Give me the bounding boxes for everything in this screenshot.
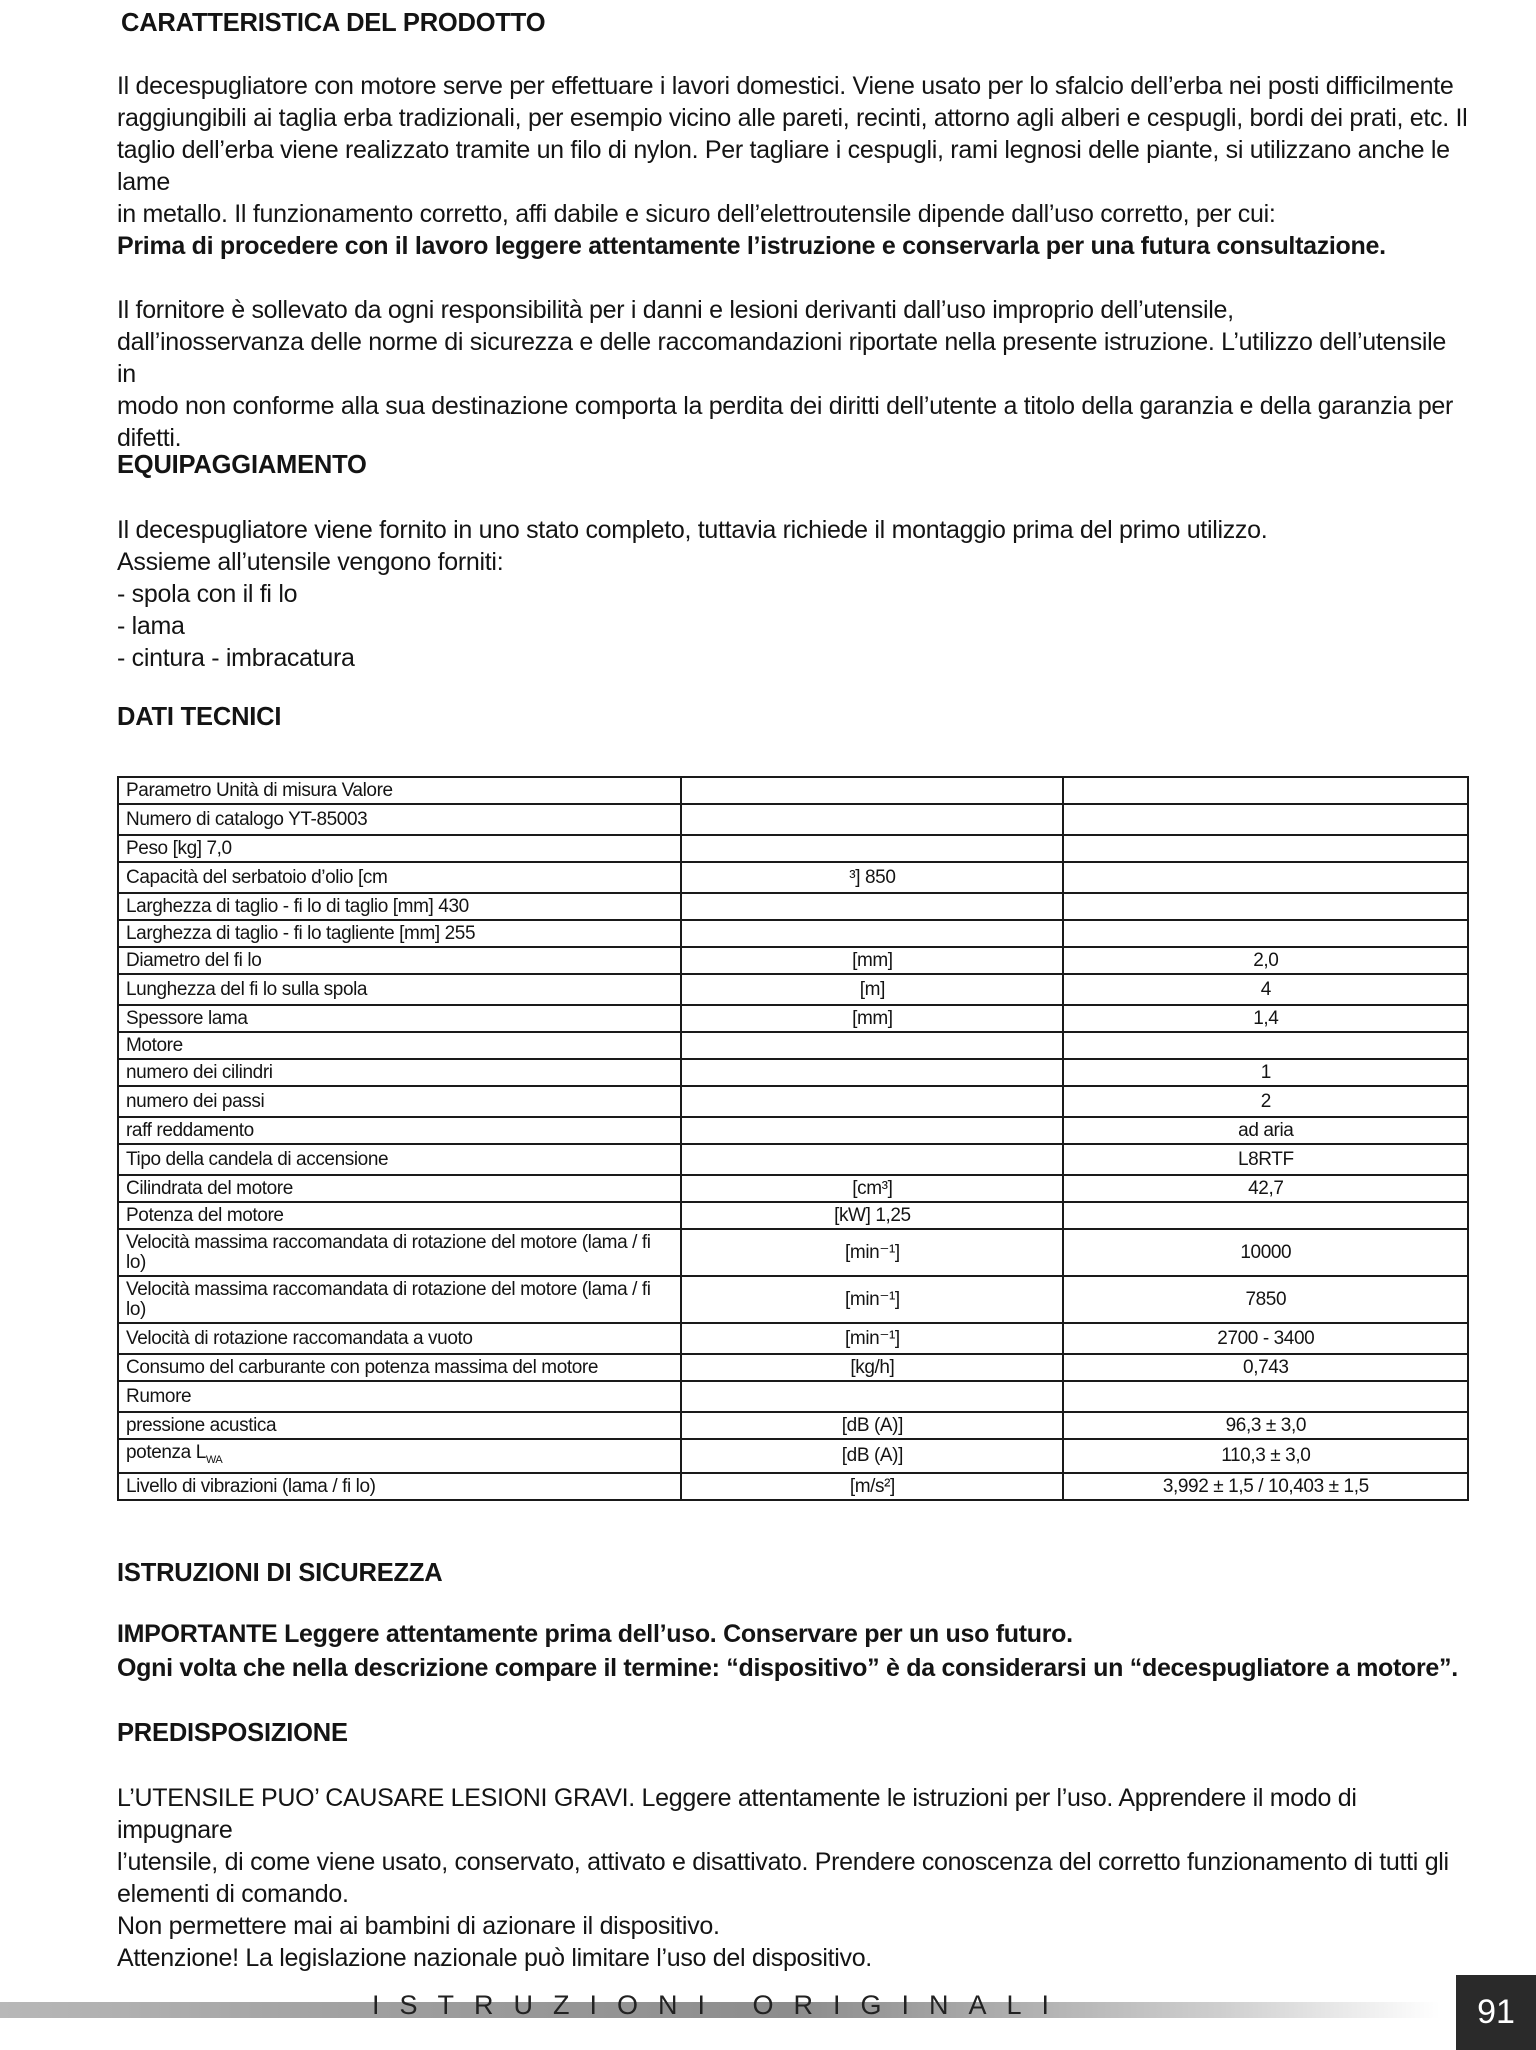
table-cell-parameter: Peso [kg] 7,0 — [118, 835, 681, 862]
text-line: in metallo. Il funzionamento corretto, affi dabile e sicuro dell’elettroutensile dipende dall’uso corretto, per cui: — [117, 200, 1276, 228]
text-line: Assieme all’utensile vengono forniti: — [117, 548, 504, 576]
table-cell-unit — [681, 1086, 1062, 1117]
table-cell-value: 1 — [1063, 1059, 1468, 1086]
table-cell-value: ad aria — [1063, 1117, 1468, 1144]
table-cell-unit: [dB (A)] — [681, 1412, 1062, 1439]
table-cell-parameter: Motore — [118, 1032, 681, 1059]
technical-data-table — [117, 776, 1469, 1501]
text-line: dall’inosservanza delle norme di sicurezza e delle raccomandazioni riportate nella presente istruzione. L’utilizzo dell’utensile in — [117, 328, 1447, 388]
table-cell-parameter: Velocità di rotazione raccomandata a vuoto — [118, 1323, 681, 1354]
section-title-equipaggiamento: EQUIPAGGIAMENTO — [117, 451, 367, 479]
equipaggiamento-paragraph — [117, 514, 1469, 674]
table-row — [118, 1032, 1468, 1059]
table-cell-parameter: Cilindrata del motore — [118, 1175, 681, 1202]
table-row — [118, 1144, 1468, 1175]
table-cell-unit: [min⁻¹] — [681, 1229, 1062, 1276]
important-text: Leggere attentamente prima dell’uso. Conservare per un uso futuro. — [277, 1620, 1073, 1648]
table-row — [118, 1323, 1468, 1354]
text-line: elementi di comando. — [117, 1880, 349, 1908]
table-row — [118, 1381, 1468, 1412]
table-cell-unit — [681, 804, 1062, 835]
section-title-sicurezza: ISTRUZIONI DI SICUREZZA — [117, 1559, 443, 1587]
lwa-subscript: WA — [205, 1453, 223, 1466]
list-item: - cintura - imbracatura — [117, 644, 355, 672]
table-cell-unit — [681, 1059, 1062, 1086]
table-cell-unit: [mm] — [681, 947, 1062, 974]
table-cell-value — [1063, 804, 1468, 835]
table-cell-parameter: Velocità massima raccomandata di rotazione del motore (lama / fi lo) — [118, 1229, 681, 1276]
table-cell-unit — [681, 1144, 1062, 1175]
table-row — [118, 804, 1468, 835]
table-cell-unit: [m] — [681, 974, 1062, 1005]
table-cell-parameter: pressione acustica — [118, 1412, 681, 1439]
table-cell-unit — [681, 1117, 1062, 1144]
table-cell-unit — [681, 920, 1062, 947]
text-line: taglio dell’erba viene realizzato tramite un filo di nylon. Per tagliare i cespugli, rami legnosi delle piante, si utilizzano anche le lame — [117, 136, 1450, 196]
table-cell-parameter: numero dei passi — [118, 1086, 681, 1117]
term-definition: Ogni volta che nella descrizione compare il termine: “dispositivo” è da considerarsi un “decespugliatore a motore”. — [117, 1654, 1458, 1682]
table-cell-parameter: Livello di vibrazioni (lama / fi lo) — [118, 1473, 681, 1500]
table-row — [118, 974, 1468, 1005]
table-cell-parameter: Potenza del motore — [118, 1202, 681, 1229]
table-cell-parameter: Parametro Unità di misura Valore — [118, 777, 681, 804]
table-row — [118, 862, 1468, 893]
table-row — [118, 1473, 1468, 1500]
table-cell-unit: [cm³] — [681, 1175, 1062, 1202]
table-cell-value — [1063, 1381, 1468, 1412]
text-line: L’UTENSILE PUO’ CAUSARE LESIONI GRAVI. Leggere attentamente le istruzioni per l’uso. Apprendere il modo di impugnare — [117, 1784, 1357, 1844]
predisposizione-paragraph — [117, 1782, 1469, 1974]
table-cell-value: 2 — [1063, 1086, 1468, 1117]
table-cell-parameter: Velocità massima raccomandata di rotazione del motore (lama / fi lo) — [118, 1276, 681, 1323]
table-row — [118, 1117, 1468, 1144]
table-cell-parameter: Numero di catalogo YT-85003 — [118, 804, 681, 835]
table-cell-unit: [m/s²] — [681, 1473, 1062, 1500]
table-cell-parameter: Lunghezza del fi lo sulla spola — [118, 974, 681, 1005]
table-cell-value: 7850 — [1063, 1276, 1468, 1323]
table-cell-parameter: Tipo della candela di accensione — [118, 1144, 681, 1175]
important-label: IMPORTANTE — [117, 1620, 278, 1648]
text-line: difetti. — [117, 424, 182, 452]
table-cell-value: 10000 — [1063, 1229, 1468, 1276]
table-row — [118, 920, 1468, 947]
table-cell-unit — [681, 835, 1062, 862]
table-cell-unit — [681, 777, 1062, 804]
table-row — [118, 893, 1468, 920]
table-cell-value — [1063, 862, 1468, 893]
table-cell-value: 1,4 — [1063, 1005, 1468, 1032]
table-cell-value — [1063, 920, 1468, 947]
text-line: Il decespugliatore viene fornito in uno stato completo, tuttavia richiede il montaggio prima del primo utilizzo. — [117, 516, 1268, 544]
table-cell-parameter: potenza $L_{WA}$ — [118, 1439, 681, 1473]
table-cell-value: 2,0 — [1063, 947, 1468, 974]
list-item: - spola con il fi lo — [117, 580, 298, 608]
table-row — [118, 947, 1468, 974]
table-cell-parameter: Rumore — [118, 1381, 681, 1412]
table-row — [118, 1354, 1468, 1381]
table-cell-value: 4 — [1063, 974, 1468, 1005]
table-cell-parameter: numero dei cilindri — [118, 1059, 681, 1086]
footer-label: ISTRUZIONI ORIGINALI — [372, 1990, 1070, 2020]
page-number: 91 — [1456, 1975, 1536, 2050]
table-cell-unit: [kg/h] — [681, 1354, 1062, 1381]
table-cell-parameter: Capacità del serbatoio d’olio [cm — [118, 862, 681, 893]
table-cell-unit — [681, 1381, 1062, 1412]
table-cell-value — [1063, 893, 1468, 920]
table-cell-value: 96,3 ± 3,0 — [1063, 1412, 1468, 1439]
table-cell-unit — [681, 893, 1062, 920]
table-row — [118, 1276, 1468, 1323]
warning-read-instructions: Prima di procedere con il lavoro leggere attentamente l’istruzione e conservarla per una futura consultazione. — [117, 232, 1386, 260]
table-cell-value: 3,992 ± 1,5 / 10,403 ± 1,5 — [1063, 1473, 1468, 1500]
table-cell-parameter: Diametro del fi lo — [118, 947, 681, 974]
table-cell-value — [1063, 835, 1468, 862]
text-line: raggiungibili ai taglia erba tradizionali, per esempio vicino alle pareti, recinti, attorno agli alberi e cespugli, bordi dei prati, etc. Il — [117, 104, 1468, 132]
text-line: Attenzione! La legislazione nazionale può limitare l’uso del dispositivo. — [117, 1944, 872, 1972]
section-title-predisposizione: PREDISPOSIZIONE — [117, 1719, 348, 1747]
table-row — [118, 1059, 1468, 1086]
important-notice — [117, 1618, 1469, 1650]
section-title-dati-tecnici: DATI TECNICI — [117, 703, 282, 731]
table-row — [118, 1229, 1468, 1276]
table-cell-value: 110,3 ± 3,0 — [1063, 1439, 1468, 1473]
table-cell-unit: ³] 850 — [681, 862, 1062, 893]
table-row — [118, 1439, 1468, 1473]
table-cell-unit: [kW] 1,25 — [681, 1202, 1062, 1229]
liability-paragraph — [117, 294, 1469, 454]
table-cell-parameter: Spessore lama — [118, 1005, 681, 1032]
table-row — [118, 1086, 1468, 1117]
section-title-caratteristica: CARATTERISTICA DEL PRODOTTO — [121, 9, 546, 37]
table-cell-value — [1063, 1202, 1468, 1229]
table-cell-value: 0,743 — [1063, 1354, 1468, 1381]
text-line: l’utensile, di come viene usato, conservato, attivato e disattivato. Prendere conoscenza del corretto funzionamento di tutti gli — [117, 1848, 1449, 1876]
table-cell-unit — [681, 1032, 1062, 1059]
table-cell-value: 42,7 — [1063, 1175, 1468, 1202]
table-cell-value — [1063, 777, 1468, 804]
table-cell-unit: [dB (A)] — [681, 1439, 1062, 1473]
table-cell-value: 2700 - 3400 — [1063, 1323, 1468, 1354]
table-cell-unit: [min⁻¹] — [681, 1276, 1062, 1323]
text-line: Il decespugliatore con motore serve per effettuare i lavori domestici. Viene usato per lo sfalcio dell’erba nei posti difficilmente — [117, 72, 1454, 100]
table-cell-parameter: raff reddamento — [118, 1117, 681, 1144]
text-line: Il fornitore è sollevato da ogni responsibilità per i danni e lesioni derivanti dall’uso improprio dell’utensile, — [117, 296, 1234, 324]
table-cell-value — [1063, 1032, 1468, 1059]
table-cell-parameter: Consumo del carburante con potenza massima del motore — [118, 1354, 681, 1381]
table-row — [118, 835, 1468, 862]
table-cell-parameter: Larghezza di taglio - fi lo tagliente [mm] 255 — [118, 920, 681, 947]
text-line: Non permettere mai ai bambini di azionare il dispositivo. — [117, 1912, 720, 1940]
table-cell-parameter: Larghezza di taglio - fi lo di taglio [mm] 430 — [118, 893, 681, 920]
table-row — [118, 1412, 1468, 1439]
table-row — [118, 777, 1468, 804]
text-line: modo non conforme alla sua destinazione comporta la perdita dei diritti dell’utente a titolo della garanzia e della garanzia per — [117, 392, 1454, 420]
table-cell-value: L8RTF — [1063, 1144, 1468, 1175]
list-item: - lama — [117, 612, 185, 640]
table-row — [118, 1202, 1468, 1229]
table-cell-unit: [mm] — [681, 1005, 1062, 1032]
table-row — [118, 1005, 1468, 1032]
caratteristica-paragraph — [117, 70, 1469, 230]
table-cell-unit: [min⁻¹] — [681, 1323, 1062, 1354]
table-row — [118, 1175, 1468, 1202]
